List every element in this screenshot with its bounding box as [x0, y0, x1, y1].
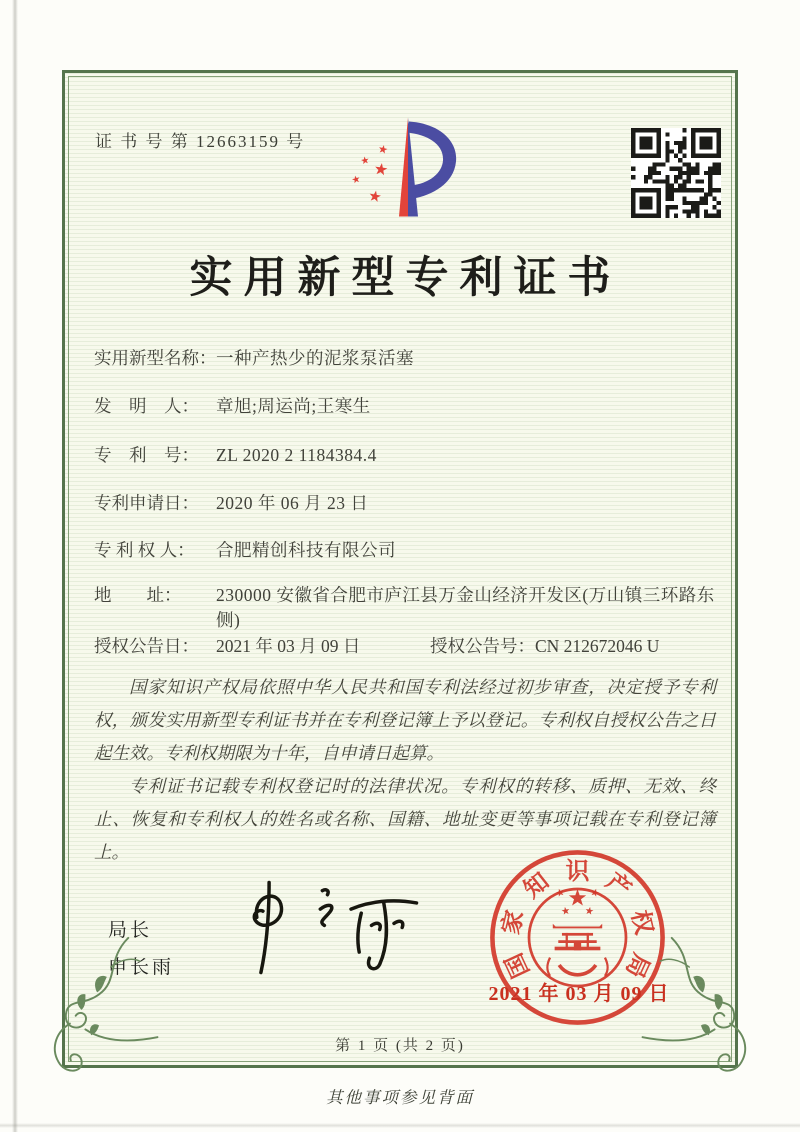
- field-label: 地 址：: [94, 585, 182, 605]
- svg-text:家: 家: [498, 907, 530, 937]
- certificate-number: 证 书 号 第 12663159 号: [95, 132, 306, 151]
- qr-code: [631, 128, 721, 218]
- svg-text:权: 权: [625, 907, 657, 937]
- corner-flourish-left-icon: [42, 934, 160, 1080]
- field-label: 专 利 号：: [94, 445, 199, 465]
- page-number: 第 1 页 (共 2 页): [335, 1038, 465, 1054]
- commissioner-signature-icon: [222, 878, 437, 976]
- field-row-address: [94, 583, 721, 633]
- field-label: 实用新型名称：: [94, 348, 217, 368]
- field-row-patent-number: [94, 443, 721, 468]
- body-paragraph-1: 国家知识产权局依照中华人民共和国专利法经过初步审查，决定授予专利权，颁发实用新型专利证书并在专利登记簿上予以登记。专利权自授权公告之日起生效。专利权期限为十年，自申请日起算。: [94, 677, 716, 763]
- field-row-filing-date: [94, 491, 721, 516]
- field-row-name: [94, 346, 721, 371]
- certificate-title: 实用新型专利证书: [189, 255, 622, 302]
- field-row-grant: [94, 634, 660, 659]
- field-row-inventors: [94, 394, 721, 419]
- svg-text:局: 局: [620, 948, 654, 982]
- svg-text:产: 产: [600, 868, 636, 904]
- officer-title: 局长: [108, 920, 153, 941]
- officer-name: 申长雨: [108, 957, 175, 978]
- field-label: 发 明 人：: [94, 396, 199, 416]
- field-value: 一种产热少的泥浆泵活塞: [216, 348, 414, 368]
- field-value: ZL 2020 2 1184384.4: [216, 445, 377, 465]
- field-value: 章旭;周运尚;王寒生: [216, 396, 371, 416]
- field-row-patentee: [94, 538, 721, 563]
- field-value: 2021 年 03 月 09 日: [216, 636, 361, 656]
- svg-text:识: 识: [565, 858, 590, 885]
- seal-date: 2021 年 03 月 09 日: [488, 983, 670, 1005]
- field-label: 专利申请日：: [94, 493, 199, 513]
- svg-text:知: 知: [519, 868, 555, 904]
- paper-bottom-shadow: [0, 1123, 800, 1128]
- field-value: 230000 安徽省合肥市庐江县万金山经济开发区(万山镇三环路东侧): [216, 585, 715, 630]
- body-paragraph-2: 专利证书记载专利权登记时的法律状况。专利权的转移、质押、无效、终止、恢复和专利权人的姓名或名称、国籍、地址变更等事项记载在专利登记簿上。: [94, 776, 716, 862]
- field-label: 授权公告日：: [94, 636, 199, 656]
- legal-text: [94, 671, 716, 869]
- field-value: 2020 年 06 月 23 日: [216, 493, 369, 513]
- field-value: CN 212672046 U: [535, 636, 660, 656]
- field-label: 授权公告号：: [430, 636, 535, 656]
- corner-flourish-right-icon: [640, 934, 758, 1080]
- paper-edge-shadow: [12, 0, 18, 1132]
- field-label: 专 利 权 人：: [94, 540, 195, 560]
- back-note: 其他事项参见背面: [326, 1088, 474, 1107]
- svg-text:国: 国: [501, 948, 535, 982]
- national-emblem-icon: [553, 888, 602, 951]
- grant-number: [430, 634, 659, 659]
- field-value: 合肥精创科技有限公司: [216, 540, 396, 560]
- cnipa-patent-logo-icon: [342, 114, 472, 222]
